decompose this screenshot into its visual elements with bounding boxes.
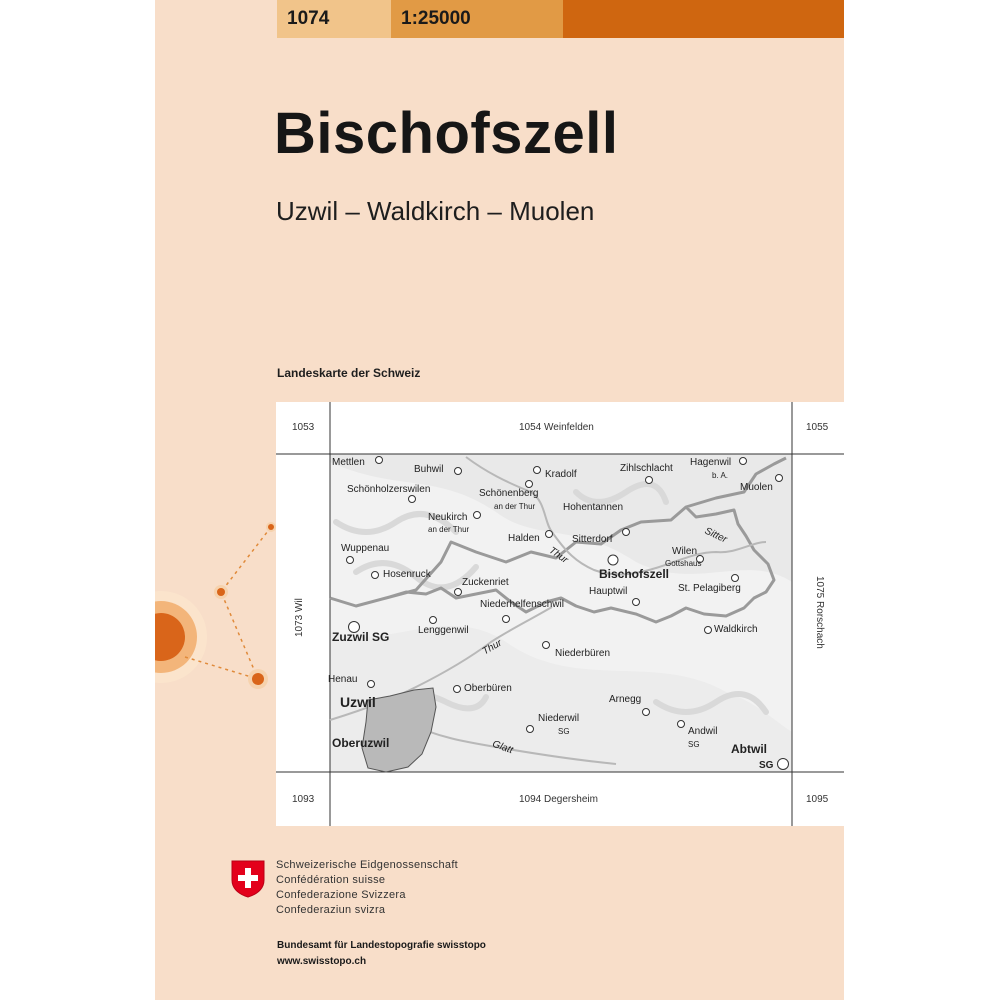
- place-label: Kradolf: [545, 469, 577, 480]
- place-label: Halden: [508, 533, 540, 544]
- map-index: [276, 402, 844, 826]
- confederation-name-it: Confederazione Svizzera: [276, 889, 406, 901]
- header-bar: [277, 0, 844, 38]
- sheet-label-top-right: 1055: [806, 422, 829, 433]
- dot-connector: [221, 527, 271, 679]
- place-label-sub: SG: [558, 727, 570, 736]
- place-label: Buhwil: [414, 464, 444, 475]
- cover-title: Bischofszell: [274, 101, 619, 166]
- map-cover: [155, 0, 844, 1000]
- confederation-name-de: Schweizerische Eidgenossenschaft: [276, 859, 459, 871]
- place-label: Lenggenwil: [418, 625, 469, 636]
- place-label: Schönenberg: [479, 488, 539, 499]
- place-label-sub: b. A.: [712, 471, 729, 480]
- place-label: Sitterdorf: [572, 534, 613, 545]
- place-label: Mettlen: [332, 457, 365, 468]
- confederation-names: [276, 858, 458, 918]
- sheet-label-bottom-left: 1093: [292, 794, 315, 805]
- river-label: Glatt: [490, 738, 515, 757]
- place-label: Oberbüren: [464, 683, 512, 694]
- place-label: Niederbüren: [555, 648, 611, 659]
- river-label: Sitter: [702, 525, 729, 546]
- sheet-label-left: 1073 Wil: [294, 598, 305, 637]
- place-label: St. Pelagiberg: [678, 583, 741, 594]
- cover-subtitle: Uzwil – Waldkirch – Muolen: [276, 196, 595, 226]
- place-label: Hauptwil: [589, 586, 628, 597]
- place-label: Zuckenriet: [462, 577, 509, 588]
- swiss-shield-icon: [231, 860, 265, 898]
- place-label: Hosenruck: [383, 569, 431, 580]
- place-label: Schönholzerswilen: [347, 484, 431, 495]
- dot-small: [268, 524, 274, 530]
- place-label: Hagenwil: [690, 457, 732, 468]
- place-label: Henau: [328, 674, 358, 685]
- place-label-sub: SG: [688, 740, 700, 749]
- place-label: Wilen: [672, 546, 698, 557]
- place-label: Wuppenau: [341, 543, 390, 554]
- river-label: Thur: [546, 545, 570, 566]
- place-label: Zihlschlacht: [620, 463, 673, 474]
- place-label-town: Bischofszell: [599, 567, 670, 581]
- sheet-label-right: 1075 Rorschach: [814, 576, 825, 649]
- place-label-sub: an der Thur: [428, 525, 470, 534]
- scale-label: 1:25000: [401, 8, 471, 29]
- decorative-dots: [155, 0, 295, 720]
- place-label: Andwil: [688, 726, 718, 737]
- river-label: Thur: [480, 637, 504, 658]
- sheet-label-top-center: 1054 Weinfelden: [519, 422, 594, 433]
- publisher-website[interactable]: www.swisstopo.ch: [277, 956, 367, 967]
- place-label: Muolen: [740, 482, 773, 493]
- place-label-town: Oberuzwil: [332, 736, 390, 750]
- sheet-label-top-left: 1053: [292, 422, 315, 433]
- place-label: Waldkirch: [714, 624, 758, 635]
- place-label: Niederhelfenschwil: [480, 599, 564, 610]
- place-label-sub: an der Thur: [494, 502, 536, 511]
- place-label: Neukirch: [428, 512, 468, 523]
- sheet-number: 1074: [287, 8, 330, 29]
- dot-large: [252, 673, 264, 685]
- place-label-sub: SG: [759, 760, 774, 771]
- publisher-name: Bundesamt für Landestopografie swisstopo: [277, 940, 486, 951]
- header-bar-fill: [563, 0, 844, 38]
- confederation-name-rm: Confederaziun svizra: [276, 904, 386, 916]
- series-label: Landeskarte der Schweiz: [277, 366, 421, 380]
- publisher-block: [277, 938, 486, 970]
- sheet-label-bottom-center: 1094 Degersheim: [519, 794, 598, 805]
- dot-medium: [217, 588, 225, 596]
- place-label-town: Uzwil: [340, 694, 376, 710]
- place-label-town: Zuzwil SG: [332, 630, 390, 644]
- sheet-label-bottom-right: 1095: [806, 794, 829, 805]
- place-label: Niederwil: [538, 713, 580, 724]
- place-label: Arnegg: [609, 694, 642, 705]
- place-label: Hohentannen: [563, 502, 624, 513]
- confederation-name-fr: Confédération suisse: [276, 874, 386, 886]
- place-label-town: Abtwil: [731, 742, 767, 756]
- place-label-sub: Gottshaus: [665, 559, 702, 568]
- scale-box: [391, 0, 563, 38]
